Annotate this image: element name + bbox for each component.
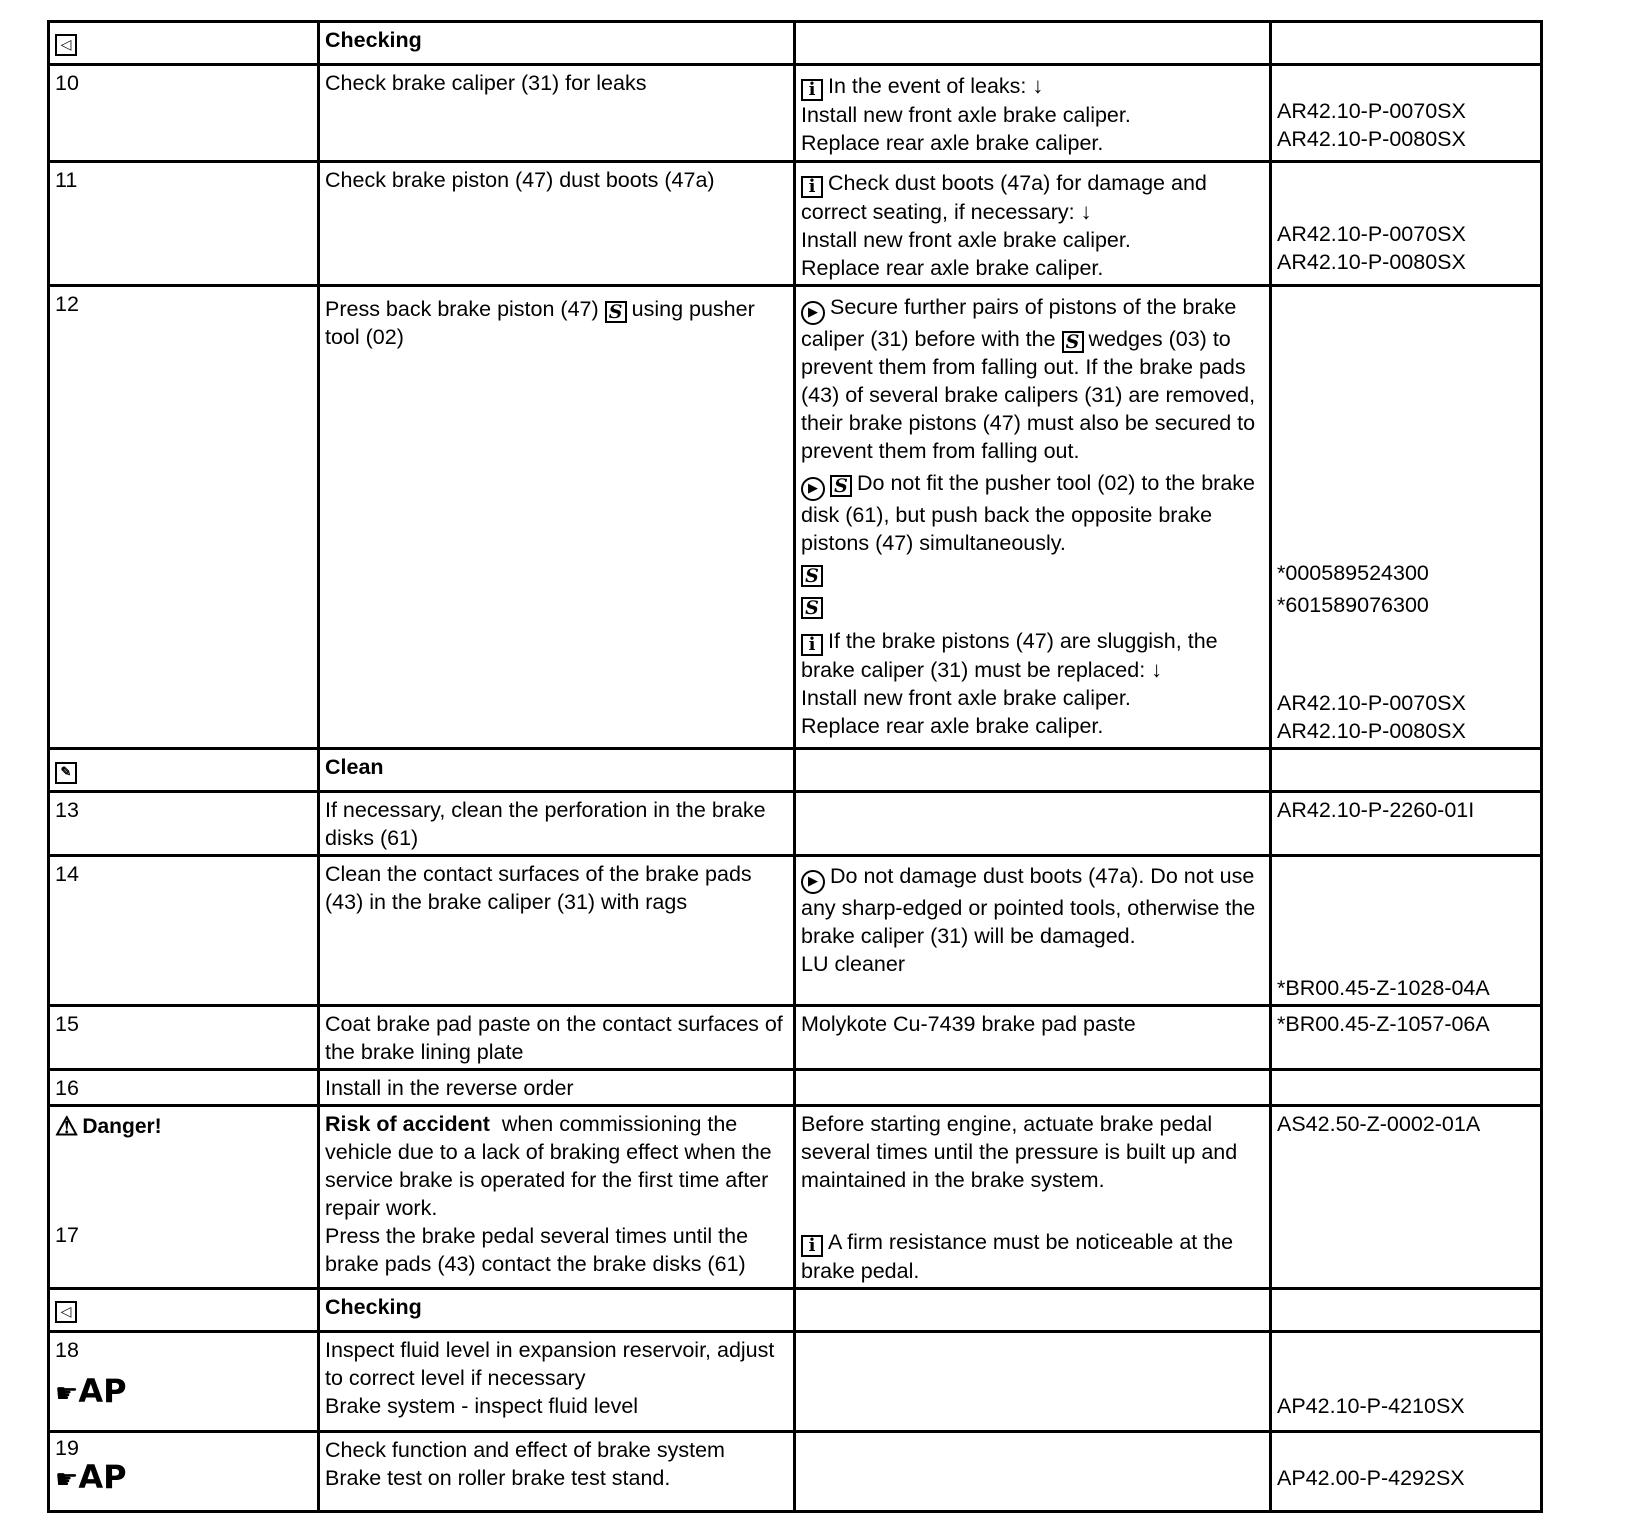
reference[interactable]: AR42.10-P-0070SX [1277,691,1466,715]
ap-badge[interactable]: AP [78,1372,127,1410]
table-row [49,1070,1542,1106]
table-row [49,1006,1542,1070]
caution-icon: ▶ [801,870,825,894]
table-row [49,1332,1542,1432]
step-number: 13 [49,792,319,856]
material: LU cleaner [801,952,905,976]
clean-icon: ✎ [55,762,77,784]
risk-title: Risk of accident [325,1112,490,1136]
special-tool-icon: S [801,597,823,619]
link-text[interactable]: Brake system - inspect fluid level [325,1394,639,1418]
reference[interactable]: AR42.10-P-2260-01I [1271,792,1542,856]
step-number: 18 [55,1338,79,1362]
reference[interactable]: *BR00.45-Z-1028-04A [1277,976,1490,1000]
step-task: Press back brake piston (47) [325,297,599,321]
material: Molykote Cu-7439 brake pad paste [795,1006,1271,1070]
info-icon: i [801,1235,823,1257]
info-icon: i [801,176,823,198]
step-task: Check function and effect of brake system [325,1438,725,1462]
note-text: Do not fit the pusher tool (02) to the brake disk (61), but push back the opposite brake pistons (47) simultaneously. [801,471,1255,555]
procedure-table [47,20,1543,1513]
warning-icon: ⚠ [55,1111,79,1141]
info-icon: i [801,634,823,656]
arrow-down-icon: ↓ [1032,73,1044,98]
special-tool-icon: S [1062,331,1084,353]
special-tool-icon: S [830,475,852,497]
step-task: Install in the reverse order [319,1070,795,1106]
reference[interactable]: AR42.10-P-0070SX [1277,222,1466,246]
caution-icon: ▶ [801,301,825,325]
table-row [49,162,1542,286]
step-number: 12 [49,286,319,749]
special-tool-icon: S [605,301,627,323]
note-text: Secure further pairs of pistons of the brake caliper (31) before with the [801,295,1237,351]
table-row [49,65,1542,162]
section-title: Checking [319,1289,795,1332]
section-title: Checking [319,22,795,65]
risk-text: when commissioning the vehicle due to a lack of braking effect when the service brake is operated for the first time after repair work. [325,1112,772,1220]
section-title: Clean [319,749,795,792]
table-row [49,1106,1542,1289]
caution-icon: ▶ [801,477,825,501]
step-number: 10 [49,65,319,162]
link-text: Replace rear axle brake caliper. [801,131,1104,155]
checking-icon: ◁ [55,34,77,56]
note-text: wedges (03) to prevent them from falling out. If the brake pads (43) of several brake calipers (31) are removed, their brake pistons (47) must also be secured to prevent them from falling out. [801,327,1256,463]
tool-number[interactable]: *000589524300 [1277,561,1429,585]
arrow-down-icon: ↓ [1080,199,1092,224]
step-task-cont: using pusher tool (02) [325,297,755,349]
table-row [49,286,1542,749]
reference[interactable]: AP42.10-P-4210SX [1277,1394,1465,1418]
step-task: Inspect fluid level in expansion reservoir, adjust to correct level if necessary [325,1338,775,1390]
step-number: 19 [55,1436,79,1460]
table-row [49,792,1542,856]
table-row [49,1289,1542,1332]
checking-icon: ◁ [55,1301,77,1323]
note-text: Check dust boots (47a) for damage and correct seating, if necessary: [801,171,1207,224]
reference[interactable]: AR42.10-P-0080SX [1277,250,1466,274]
step-task: If necessary, clean the perforation in the brake disks (61) [319,792,795,856]
reference[interactable]: AS42.50-Z-0002-01A [1271,1106,1542,1289]
step-task: Check brake caliper (31) for leaks [319,65,795,162]
link-text: Install new front axle brake caliper. [801,228,1131,252]
step-task: Coat brake pad paste on the contact surfaces of the brake lining plate [319,1006,795,1070]
reference[interactable]: AR42.10-P-0080SX [1277,127,1466,151]
note-text: A firm resistance must be noticeable at the brake pedal. [801,1230,1234,1283]
step-task: Press the brake pedal several times until the brake pads (43) contact the brake disks (61) [325,1224,749,1276]
link-text: Replace rear axle brake caliper. [801,714,1104,738]
step-task: Clean the contact surfaces of the brake pads (43) in the brake caliper (31) with rags [319,856,795,1006]
reference[interactable]: AP42.00-P-4292SX [1277,1466,1465,1490]
note-text: If the brake pistons (47) are sluggish, the brake caliper (31) must be replaced: [801,629,1218,682]
link-text: Replace rear axle brake caliper. [801,256,1104,280]
pointing-hand-icon: ☛ [55,1465,79,1495]
note-text: Do not damage dust boots (47a). Do not use any sharp-edged or pointed tools, otherwise the brake caliper (31) will be damaged. [801,864,1256,948]
note-text: In the event of leaks: [828,74,1027,98]
table-row [49,1432,1542,1512]
special-tool-icon: S [801,565,823,587]
table-row [49,856,1542,1006]
ap-badge[interactable]: AP [78,1458,127,1496]
table-row [49,749,1542,792]
reference[interactable]: AR42.10-P-0080SX [1277,719,1466,743]
step-number: 16 [49,1070,319,1106]
step-number: 15 [49,1006,319,1070]
link-text[interactable]: Brake test on roller brake test stand. [325,1466,671,1490]
table-row [49,22,1542,65]
pointing-hand-icon: ☛ [55,1379,79,1409]
info-icon: i [801,79,823,101]
link-text: Install new front axle brake caliper. [801,103,1131,127]
step-task: Check brake piston (47) dust boots (47a) [319,162,795,286]
link-text: Install new front axle brake caliper. [801,686,1131,710]
step-number: 17 [55,1223,79,1247]
reference[interactable]: AR42.10-P-0070SX [1277,99,1466,123]
reference[interactable]: *BR00.45-Z-1057-06A [1271,1006,1542,1070]
tool-number[interactable]: *601589076300 [1277,593,1429,617]
danger-label: ⚠ Danger! [55,1111,162,1141]
step-number: 11 [49,162,319,286]
arrow-down-icon: ↓ [1151,657,1163,682]
step-number: 14 [49,856,319,1006]
action-text: Before starting engine, actuate brake pedal several times until the pressure is built up and maintained in the brake system. [801,1112,1238,1192]
